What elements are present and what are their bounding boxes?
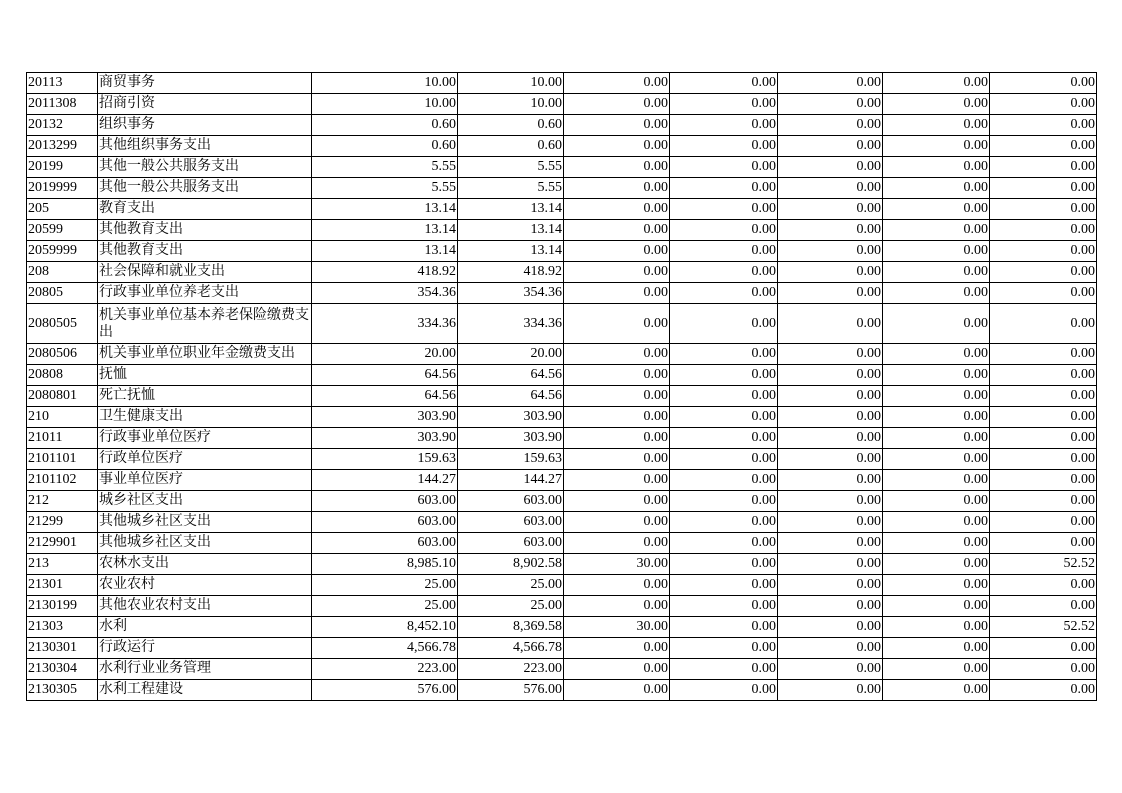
subject-name-cell: 招商引资 (98, 94, 312, 115)
amount-cell: 0.00 (564, 262, 670, 283)
amount-cell: 13.14 (312, 241, 458, 262)
amount-cell: 20.00 (312, 344, 458, 365)
table-row (27, 199, 1097, 220)
amount-cell: 0.00 (883, 262, 990, 283)
amount-cell: 0.00 (564, 178, 670, 199)
amount-cell: 64.56 (312, 386, 458, 407)
subject-code-cell: 20808 (27, 365, 98, 386)
amount-cell: 0.00 (778, 407, 883, 428)
amount-cell: 52.52 (990, 617, 1097, 638)
amount-cell: 0.00 (990, 533, 1097, 554)
amount-cell: 0.00 (990, 304, 1097, 344)
table-row (27, 491, 1097, 512)
subject-name-cell: 其他组织事务支出 (98, 136, 312, 157)
subject-name-cell: 水利 (98, 617, 312, 638)
amount-cell: 0.00 (778, 428, 883, 449)
table-row (27, 407, 1097, 428)
subject-code-cell: 21011 (27, 428, 98, 449)
amount-cell: 0.00 (990, 344, 1097, 365)
amount-cell: 0.00 (778, 386, 883, 407)
amount-cell: 64.56 (458, 386, 564, 407)
amount-cell: 0.00 (883, 220, 990, 241)
amount-cell: 0.00 (778, 554, 883, 575)
amount-cell: 303.90 (458, 428, 564, 449)
amount-cell: 10.00 (312, 73, 458, 94)
amount-cell: 0.00 (990, 283, 1097, 304)
subject-code-cell: 212 (27, 491, 98, 512)
amount-cell: 0.00 (883, 428, 990, 449)
amount-cell: 0.00 (670, 554, 778, 575)
amount-cell: 0.00 (883, 365, 990, 386)
amount-cell: 303.90 (312, 407, 458, 428)
amount-cell: 0.00 (670, 638, 778, 659)
amount-cell: 0.00 (883, 617, 990, 638)
amount-cell: 0.00 (670, 512, 778, 533)
amount-cell: 0.00 (670, 157, 778, 178)
amount-cell: 0.00 (670, 136, 778, 157)
amount-cell: 0.00 (778, 241, 883, 262)
subject-name-cell: 卫生健康支出 (98, 407, 312, 428)
amount-cell: 0.00 (883, 304, 990, 344)
subject-code-cell: 21299 (27, 512, 98, 533)
amount-cell: 0.00 (778, 638, 883, 659)
amount-cell: 0.00 (670, 178, 778, 199)
amount-cell: 30.00 (564, 554, 670, 575)
amount-cell: 0.00 (670, 262, 778, 283)
subject-code-cell: 2080506 (27, 344, 98, 365)
amount-cell: 0.00 (778, 283, 883, 304)
amount-cell: 0.00 (564, 115, 670, 136)
amount-cell: 0.00 (670, 241, 778, 262)
subject-code-cell: 2130304 (27, 659, 98, 680)
subject-code-cell: 210 (27, 407, 98, 428)
amount-cell: 0.00 (883, 449, 990, 470)
table-row (27, 283, 1097, 304)
amount-cell: 354.36 (312, 283, 458, 304)
amount-cell: 0.00 (670, 617, 778, 638)
amount-cell: 0.00 (990, 575, 1097, 596)
amount-cell: 603.00 (312, 533, 458, 554)
subject-code-cell: 2019999 (27, 178, 98, 199)
subject-name-cell: 水利行业业务管理 (98, 659, 312, 680)
amount-cell: 0.00 (670, 115, 778, 136)
amount-cell: 0.00 (670, 428, 778, 449)
table-row (27, 136, 1097, 157)
amount-cell: 0.00 (670, 344, 778, 365)
amount-cell: 0.00 (883, 386, 990, 407)
amount-cell: 4,566.78 (458, 638, 564, 659)
amount-cell: 0.00 (670, 304, 778, 344)
amount-cell: 13.14 (458, 199, 564, 220)
amount-cell: 0.00 (564, 596, 670, 617)
amount-cell: 0.00 (564, 199, 670, 220)
amount-cell: 5.55 (458, 178, 564, 199)
subject-code-cell: 205 (27, 199, 98, 220)
subject-name-cell: 其他一般公共服务支出 (98, 178, 312, 199)
amount-cell: 0.00 (883, 136, 990, 157)
amount-cell: 8,369.58 (458, 617, 564, 638)
amount-cell: 0.00 (990, 262, 1097, 283)
amount-cell: 13.14 (458, 241, 564, 262)
subject-name-cell: 行政单位医疗 (98, 449, 312, 470)
amount-cell: 0.00 (564, 428, 670, 449)
amount-cell: 25.00 (312, 575, 458, 596)
amount-cell: 0.00 (670, 575, 778, 596)
table-row (27, 638, 1097, 659)
amount-cell: 334.36 (458, 304, 564, 344)
subject-name-cell: 组织事务 (98, 115, 312, 136)
amount-cell: 223.00 (312, 659, 458, 680)
amount-cell: 0.00 (883, 157, 990, 178)
table-row (27, 575, 1097, 596)
subject-code-cell: 20805 (27, 283, 98, 304)
amount-cell: 0.00 (990, 157, 1097, 178)
amount-cell: 334.36 (312, 304, 458, 344)
table-row (27, 73, 1097, 94)
subject-code-cell: 2080801 (27, 386, 98, 407)
amount-cell: 0.00 (883, 199, 990, 220)
amount-cell: 0.60 (458, 136, 564, 157)
table-row (27, 596, 1097, 617)
subject-name-cell: 机关事业单位基本养老保险缴费支出 (98, 304, 312, 344)
subject-code-cell: 2129901 (27, 533, 98, 554)
amount-cell: 0.00 (883, 554, 990, 575)
subject-name-cell: 农业农村 (98, 575, 312, 596)
amount-cell: 0.00 (778, 659, 883, 680)
amount-cell: 418.92 (458, 262, 564, 283)
subject-name-cell: 行政运行 (98, 638, 312, 659)
amount-cell: 0.00 (778, 449, 883, 470)
amount-cell: 0.00 (990, 220, 1097, 241)
subject-code-cell: 2101102 (27, 470, 98, 491)
subject-name-cell: 教育支出 (98, 199, 312, 220)
table-row (27, 157, 1097, 178)
amount-cell: 603.00 (458, 533, 564, 554)
amount-cell: 0.00 (883, 680, 990, 701)
amount-cell: 0.00 (670, 596, 778, 617)
subject-code-cell: 21303 (27, 617, 98, 638)
amount-cell: 0.00 (564, 491, 670, 512)
amount-cell: 0.00 (564, 283, 670, 304)
amount-cell: 159.63 (458, 449, 564, 470)
amount-cell: 0.00 (564, 575, 670, 596)
amount-cell: 0.00 (564, 512, 670, 533)
table-row (27, 344, 1097, 365)
amount-cell: 603.00 (458, 512, 564, 533)
amount-cell: 0.00 (670, 365, 778, 386)
amount-cell: 0.00 (883, 94, 990, 115)
amount-cell: 0.00 (670, 199, 778, 220)
amount-cell: 0.00 (564, 638, 670, 659)
amount-cell: 603.00 (458, 491, 564, 512)
subject-code-cell: 2130199 (27, 596, 98, 617)
amount-cell: 144.27 (312, 470, 458, 491)
amount-cell: 0.00 (778, 344, 883, 365)
table-row (27, 533, 1097, 554)
subject-name-cell: 其他教育支出 (98, 220, 312, 241)
amount-cell: 0.00 (778, 73, 883, 94)
amount-cell: 0.00 (564, 533, 670, 554)
table-row (27, 94, 1097, 115)
table-row (27, 115, 1097, 136)
amount-cell: 0.00 (990, 638, 1097, 659)
table-row (27, 220, 1097, 241)
table-row (27, 659, 1097, 680)
amount-cell: 0.00 (670, 407, 778, 428)
subject-name-cell: 死亡抚恤 (98, 386, 312, 407)
subject-code-cell: 2059999 (27, 241, 98, 262)
amount-cell: 64.56 (312, 365, 458, 386)
amount-cell: 0.00 (990, 470, 1097, 491)
amount-cell: 576.00 (312, 680, 458, 701)
amount-cell: 0.00 (990, 386, 1097, 407)
amount-cell: 0.00 (670, 94, 778, 115)
amount-cell: 0.00 (778, 365, 883, 386)
amount-cell: 13.14 (458, 220, 564, 241)
amount-cell: 0.00 (564, 304, 670, 344)
amount-cell: 0.00 (990, 680, 1097, 701)
table-row (27, 304, 1097, 344)
amount-cell: 0.00 (990, 512, 1097, 533)
amount-cell: 0.00 (883, 491, 990, 512)
amount-cell: 0.00 (670, 470, 778, 491)
amount-cell: 0.00 (883, 512, 990, 533)
amount-cell: 223.00 (458, 659, 564, 680)
subject-code-cell: 2130305 (27, 680, 98, 701)
amount-cell: 0.00 (883, 241, 990, 262)
subject-name-cell: 水利工程建设 (98, 680, 312, 701)
amount-cell: 0.00 (670, 220, 778, 241)
subject-code-cell: 208 (27, 262, 98, 283)
amount-cell: 0.00 (990, 491, 1097, 512)
amount-cell: 0.00 (564, 659, 670, 680)
amount-cell: 0.00 (883, 638, 990, 659)
amount-cell: 0.00 (990, 241, 1097, 262)
amount-cell: 5.55 (312, 178, 458, 199)
subject-code-cell: 20599 (27, 220, 98, 241)
amount-cell: 20.00 (458, 344, 564, 365)
amount-cell: 0.00 (990, 178, 1097, 199)
subject-name-cell: 行政事业单位养老支出 (98, 283, 312, 304)
amount-cell: 0.00 (883, 344, 990, 365)
amount-cell: 0.00 (883, 659, 990, 680)
amount-cell: 0.00 (990, 596, 1097, 617)
amount-cell: 0.60 (312, 136, 458, 157)
subject-code-cell: 20113 (27, 73, 98, 94)
amount-cell: 354.36 (458, 283, 564, 304)
amount-cell: 0.00 (883, 73, 990, 94)
amount-cell: 25.00 (458, 575, 564, 596)
amount-cell: 0.00 (564, 136, 670, 157)
subject-name-cell: 其他城乡社区支出 (98, 533, 312, 554)
amount-cell: 0.00 (990, 365, 1097, 386)
amount-cell: 0.00 (670, 659, 778, 680)
subject-name-cell: 机关事业单位职业年金缴费支出 (98, 344, 312, 365)
amount-cell: 0.00 (564, 94, 670, 115)
amount-cell: 0.00 (778, 512, 883, 533)
amount-cell: 0.00 (564, 407, 670, 428)
subject-name-cell: 其他教育支出 (98, 241, 312, 262)
table-row (27, 512, 1097, 533)
table-row (27, 470, 1097, 491)
subject-code-cell: 2101101 (27, 449, 98, 470)
amount-cell: 13.14 (312, 199, 458, 220)
subject-code-cell: 21301 (27, 575, 98, 596)
amount-cell: 0.00 (990, 94, 1097, 115)
amount-cell: 0.00 (564, 220, 670, 241)
amount-cell: 0.00 (778, 304, 883, 344)
subject-name-cell: 其他城乡社区支出 (98, 512, 312, 533)
amount-cell: 13.14 (312, 220, 458, 241)
amount-cell: 0.00 (778, 157, 883, 178)
expenditure-table (26, 72, 1097, 701)
amount-cell: 0.00 (883, 470, 990, 491)
amount-cell: 303.90 (312, 428, 458, 449)
amount-cell: 8,452.10 (312, 617, 458, 638)
amount-cell: 0.00 (670, 491, 778, 512)
amount-cell: 0.00 (883, 575, 990, 596)
amount-cell: 0.00 (990, 73, 1097, 94)
subject-code-cell: 2130301 (27, 638, 98, 659)
amount-cell: 52.52 (990, 554, 1097, 575)
amount-cell: 25.00 (458, 596, 564, 617)
amount-cell: 0.00 (778, 262, 883, 283)
subject-code-cell: 2013299 (27, 136, 98, 157)
table-row (27, 428, 1097, 449)
table-row (27, 449, 1097, 470)
amount-cell: 0.00 (564, 365, 670, 386)
amount-cell: 25.00 (312, 596, 458, 617)
table-row (27, 365, 1097, 386)
amount-cell: 0.00 (564, 386, 670, 407)
amount-cell: 10.00 (312, 94, 458, 115)
amount-cell: 0.00 (564, 470, 670, 491)
amount-cell: 603.00 (312, 491, 458, 512)
amount-cell: 0.60 (458, 115, 564, 136)
amount-cell: 603.00 (312, 512, 458, 533)
amount-cell: 0.00 (670, 680, 778, 701)
amount-cell: 144.27 (458, 470, 564, 491)
subject-code-cell: 2080505 (27, 304, 98, 344)
subject-name-cell: 行政事业单位医疗 (98, 428, 312, 449)
table-body (27, 73, 1097, 701)
subject-name-cell: 其他一般公共服务支出 (98, 157, 312, 178)
amount-cell: 64.56 (458, 365, 564, 386)
amount-cell: 5.55 (312, 157, 458, 178)
amount-cell: 0.00 (990, 199, 1097, 220)
amount-cell: 0.00 (990, 115, 1097, 136)
subject-code-cell: 213 (27, 554, 98, 575)
table-row (27, 386, 1097, 407)
amount-cell: 0.00 (778, 178, 883, 199)
subject-name-cell: 农林水支出 (98, 554, 312, 575)
amount-cell: 0.00 (990, 449, 1097, 470)
amount-cell: 0.00 (778, 94, 883, 115)
amount-cell: 0.00 (883, 533, 990, 554)
table-row (27, 554, 1097, 575)
amount-cell: 0.00 (778, 491, 883, 512)
amount-cell: 0.00 (778, 136, 883, 157)
amount-cell: 0.00 (564, 680, 670, 701)
amount-cell: 0.00 (564, 344, 670, 365)
table-row (27, 680, 1097, 701)
amount-cell: 0.00 (778, 533, 883, 554)
amount-cell: 576.00 (458, 680, 564, 701)
subject-name-cell: 抚恤 (98, 365, 312, 386)
subject-name-cell: 社会保障和就业支出 (98, 262, 312, 283)
amount-cell: 8,985.10 (312, 554, 458, 575)
amount-cell: 5.55 (458, 157, 564, 178)
amount-cell: 0.00 (670, 283, 778, 304)
amount-cell: 0.00 (883, 407, 990, 428)
amount-cell: 0.00 (670, 533, 778, 554)
amount-cell: 0.00 (883, 115, 990, 136)
table-row (27, 178, 1097, 199)
amount-cell: 0.60 (312, 115, 458, 136)
amount-cell: 0.00 (990, 136, 1097, 157)
amount-cell: 0.00 (564, 449, 670, 470)
amount-cell: 0.00 (670, 386, 778, 407)
subject-name-cell: 其他农业农村支出 (98, 596, 312, 617)
subject-name-cell: 城乡社区支出 (98, 491, 312, 512)
amount-cell: 30.00 (564, 617, 670, 638)
amount-cell: 0.00 (564, 157, 670, 178)
subject-code-cell: 2011308 (27, 94, 98, 115)
subject-code-cell: 20132 (27, 115, 98, 136)
amount-cell: 0.00 (778, 220, 883, 241)
table-row (27, 241, 1097, 262)
amount-cell: 0.00 (564, 73, 670, 94)
subject-code-cell: 20199 (27, 157, 98, 178)
amount-cell: 4,566.78 (312, 638, 458, 659)
amount-cell: 0.00 (778, 596, 883, 617)
amount-cell: 159.63 (312, 449, 458, 470)
amount-cell: 0.00 (990, 428, 1097, 449)
amount-cell: 418.92 (312, 262, 458, 283)
subject-name-cell: 事业单位医疗 (98, 470, 312, 491)
amount-cell: 0.00 (990, 407, 1097, 428)
amount-cell: 0.00 (778, 575, 883, 596)
subject-name-cell: 商贸事务 (98, 73, 312, 94)
table-row (27, 262, 1097, 283)
amount-cell: 0.00 (778, 199, 883, 220)
amount-cell: 0.00 (778, 470, 883, 491)
amount-cell: 0.00 (670, 73, 778, 94)
amount-cell: 10.00 (458, 73, 564, 94)
amount-cell: 303.90 (458, 407, 564, 428)
amount-cell: 0.00 (883, 178, 990, 199)
amount-cell: 8,902.58 (458, 554, 564, 575)
amount-cell: 0.00 (778, 115, 883, 136)
amount-cell: 0.00 (670, 449, 778, 470)
amount-cell: 10.00 (458, 94, 564, 115)
amount-cell: 0.00 (778, 617, 883, 638)
amount-cell: 0.00 (883, 596, 990, 617)
table-row (27, 617, 1097, 638)
amount-cell: 0.00 (990, 659, 1097, 680)
amount-cell: 0.00 (778, 680, 883, 701)
amount-cell: 0.00 (883, 283, 990, 304)
amount-cell: 0.00 (564, 241, 670, 262)
